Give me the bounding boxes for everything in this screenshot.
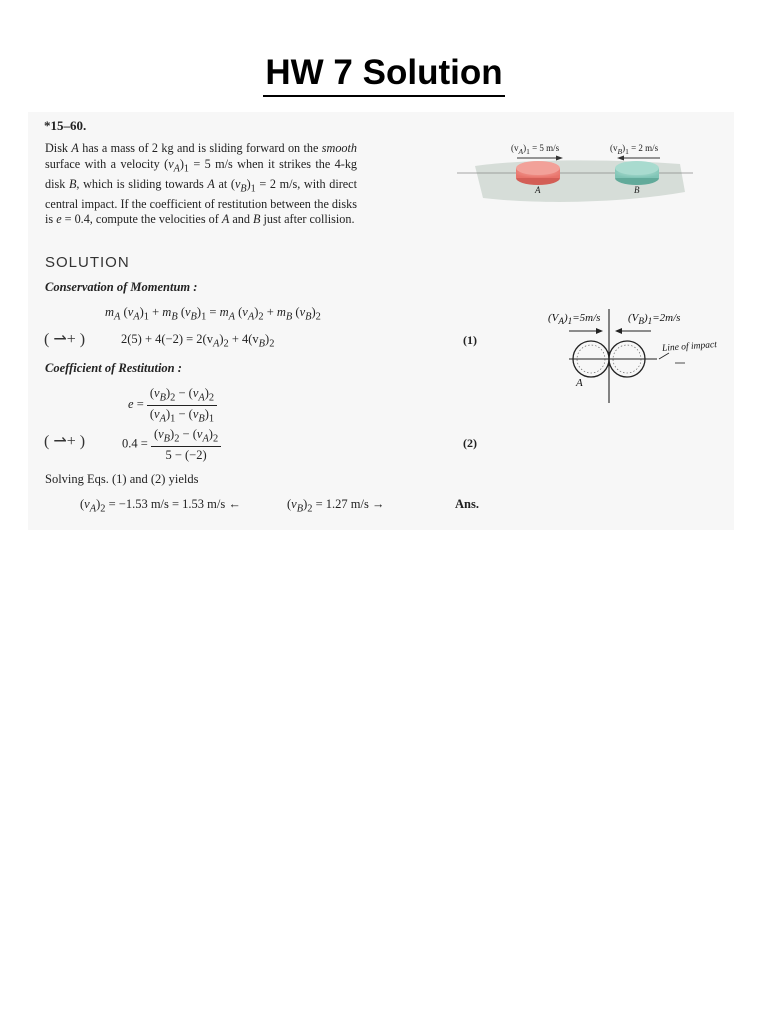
sketch-label-a: A bbox=[576, 377, 583, 389]
momentum-label: Conservation of Momentum : bbox=[45, 280, 198, 294]
solving-text: Solving Eqs. (1) and (2) yields bbox=[45, 472, 199, 486]
restitution-numeric-equation: 0.4 = $\frac{(v_B)_2 - (v_A)_2}{5 - (-2)}$ bbox=[122, 427, 221, 463]
figure-label-va: $(v_A)_1 = 5$ m/s bbox=[511, 143, 560, 156]
sketch-line-of-impact-label: Line of impact bbox=[661, 340, 718, 354]
result-va: $(v_A)_2 = -1.53$ m/s = 1.53 m/s ← bbox=[80, 497, 241, 515]
page-title: HW 7 Solution bbox=[0, 52, 768, 97]
figure-label-disk-a: A bbox=[535, 185, 541, 195]
result-vb: $(v_B)_2 = 1.27$ m/s → bbox=[287, 497, 385, 515]
momentum-numeric-equation: $2(5) + 4(-2) = 2(v_A)_2 + 4(v_B)_2$ bbox=[121, 332, 275, 350]
sketch-label-va: $(V_A)_1=5m/s$ bbox=[548, 312, 601, 327]
sign-convention-2: ( ⇀+ ) bbox=[44, 433, 86, 450]
figure-label-vb: $(v_B)_1 = 2$ m/s bbox=[610, 143, 659, 156]
disk-a bbox=[516, 161, 560, 185]
equation-number-2: (2) bbox=[463, 436, 477, 450]
problem-figure bbox=[455, 138, 695, 208]
solution-heading: SOLUTION bbox=[45, 254, 130, 271]
momentum-general-equation: $m_A$ $(v_A)_1 + m_B$ $(v_B)_1 = m_A$ $(v_A)_2 + m_B$ $(v_B)_2$ bbox=[105, 305, 321, 323]
restitution-label: Coefficient of Restitution : bbox=[45, 361, 182, 375]
problem-statement: Disk A has a mass of 2 kg and is sliding forward on the smooth surface with a velocity $(v_A)_1 = 5$ m/s when it strikes the 4-kg disk B, which is sliding towards A at $(v_B)_1 = 2$ m/s, with direct central impact. If the coefficient of restitution between the disks is e = 0.4, compute the velocities of A and B just after collision. bbox=[45, 141, 358, 227]
problem-number: *15–60. bbox=[44, 118, 87, 133]
disk-b bbox=[615, 161, 659, 185]
equation-number-1: (1) bbox=[463, 333, 477, 347]
sketch-label-vb: $(V_B)_1=2m/s$ bbox=[628, 312, 681, 327]
sign-convention-1: ( ⇀+ ) bbox=[44, 331, 86, 348]
figure-label-disk-b: B bbox=[634, 185, 640, 195]
answer-label: Ans. bbox=[455, 497, 479, 511]
restitution-general-equation: e = $\frac{(v_B)_2 - (v_A)_2}{(v_A)_1 - (v_B)_1}$ bbox=[128, 386, 217, 424]
